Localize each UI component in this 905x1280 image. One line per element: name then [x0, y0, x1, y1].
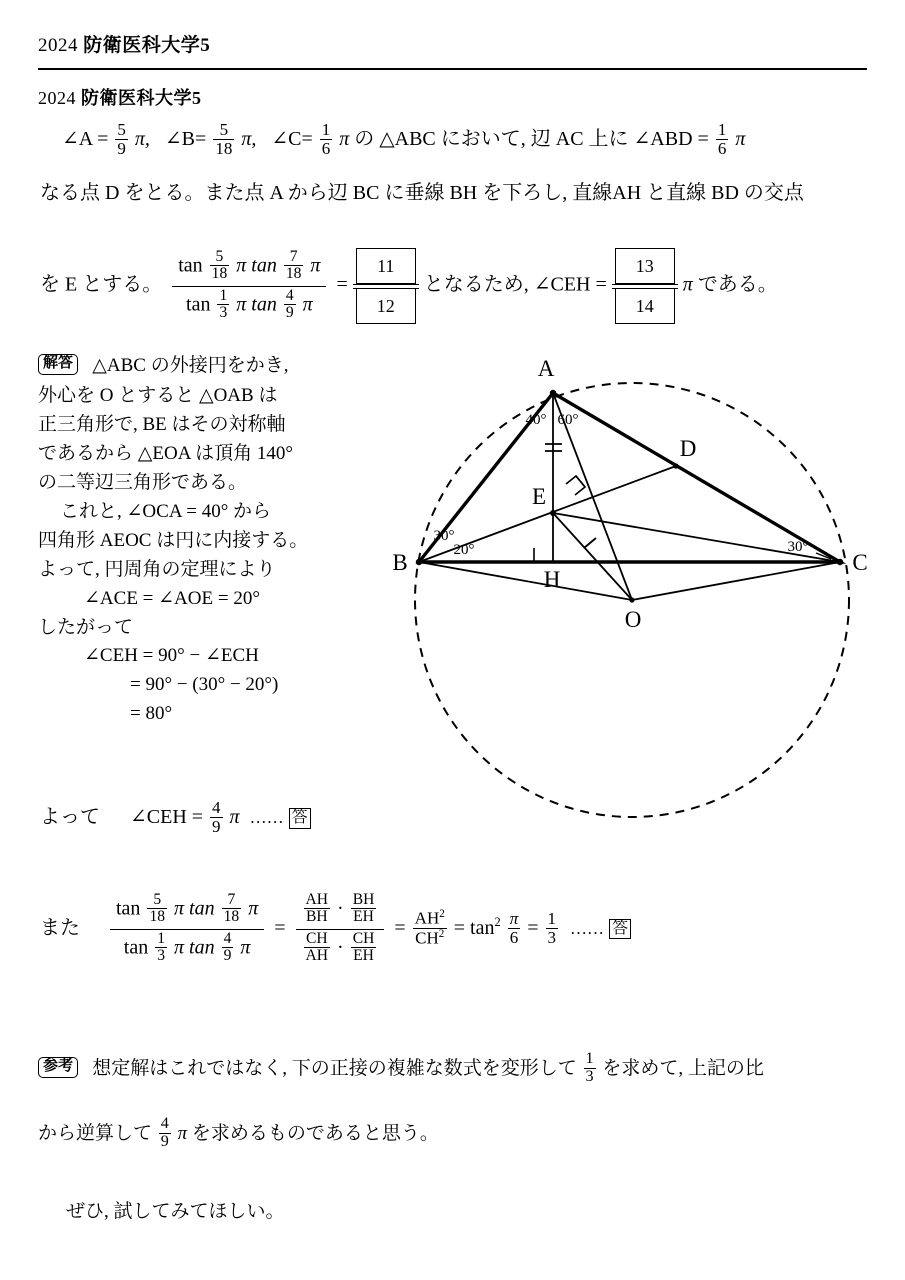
conclusion-pi: π [229, 805, 240, 828]
header-year: 2024 [38, 35, 78, 56]
also-segment-ratio [296, 893, 385, 965]
segment-eo [553, 513, 632, 600]
reference-four-ninths-num: 4 [160, 1114, 169, 1132]
label-point-o: O [624, 607, 642, 632]
pi-over-6-fraction [508, 910, 521, 947]
ratio-ah-bh-den: BH [304, 908, 331, 925]
also-equals-1: = [274, 916, 286, 939]
vertex-dot-o [629, 597, 634, 602]
label-point-e: E [531, 484, 547, 509]
angle-label-b-lower: 20° [453, 542, 475, 558]
angle-a-numerator: 5 [117, 120, 126, 139]
reference-line-1 [38, 1052, 870, 1087]
right-angle-marker-bd-2 [575, 476, 585, 495]
answer-box-13[interactable]: 13 [615, 248, 675, 284]
solution-line-5: これと, ∠OCA = 40° から [60, 500, 272, 522]
result-denominator: 3 [547, 927, 556, 947]
angle-label-a-right: 60° [557, 412, 579, 428]
reference-line-2 [38, 1114, 870, 1152]
problem-line-3-tail: である。 [697, 273, 778, 296]
answer-box-12[interactable]: 12 [356, 288, 416, 324]
also-tan-exponent: 2 [494, 915, 501, 930]
ratio-ah-bh [304, 892, 331, 926]
also-equals-3: = [453, 916, 466, 939]
also-lead: また [40, 916, 80, 939]
ah2-numerator [413, 909, 447, 928]
solution-line-4: の二等辺三角形である。 [38, 471, 248, 493]
angle-label-a-left: 40° [525, 412, 547, 428]
section-title [38, 84, 202, 110]
also-num-left: tan [116, 897, 141, 920]
ratio-bh-eh-num: BH [352, 891, 375, 908]
problem-line-3-mid: となるため, ∠CEH = [423, 273, 607, 296]
reference-block [38, 1052, 870, 1182]
label-point-a: A [537, 356, 555, 381]
angle-abd-denominator: 6 [717, 138, 727, 158]
reference-four-ninths-pi: π [177, 1122, 188, 1144]
also-segment-ratio-denominator [296, 929, 385, 966]
answer-fraction-11-12 [356, 248, 416, 324]
tan-den-f2-den: 9 [285, 303, 294, 321]
solution-line-6: 四角形 AEOC は円に内接する。 [38, 529, 309, 551]
also-num-f2-num: 7 [227, 891, 236, 908]
tan-ratio-denominator [172, 286, 326, 323]
angle-a-label: ∠A = [62, 127, 109, 150]
triangle-abc [419, 393, 840, 562]
angle-b-denominator: 18 [215, 138, 233, 158]
tan-den-frac-2 [284, 288, 296, 322]
angle-c-numerator: 1 [321, 120, 331, 139]
also-tan-squared: tan [470, 916, 495, 939]
ch2-base: CH [415, 928, 439, 948]
label-point-h: H [543, 567, 561, 592]
tan-num-frac-1 [210, 249, 230, 283]
also-num-f1-den: 18 [149, 908, 166, 926]
ah2-exponent: 2 [439, 908, 445, 921]
segment-bo [419, 562, 632, 600]
tan-den-f1-den: 3 [219, 303, 228, 321]
tan-ratio-numerator [172, 247, 326, 286]
angle-c-pi: π [339, 127, 350, 150]
also-den-mid: π tan [174, 936, 215, 959]
also-tan-denominator [110, 929, 264, 966]
also-num-frac-2 [222, 892, 242, 926]
right-angle-marker-bd [566, 476, 585, 487]
solution-line-12: = 80° [130, 703, 173, 725]
ratio-ch-eh-num: CH [352, 929, 375, 947]
tan-den-frac-1 [217, 288, 229, 322]
problem-line-3-lead: を E とする。 [40, 273, 163, 296]
also-segment-ratio-numerator [296, 893, 385, 929]
angle-abd-fraction [716, 121, 729, 158]
reference-line-1-a: 想定解はこれではなく, 下の正接の複雑な数式を変形して [92, 1057, 577, 1079]
solution-line-0-text: △ABC の外接円をかき, [92, 355, 289, 376]
tan-den-end: π [302, 292, 313, 315]
angle-a-denominator: 9 [117, 138, 126, 158]
solution-line-11: = 90° − (30° − 20°) [130, 674, 279, 696]
answer-box-14[interactable]: 14 [615, 288, 675, 324]
angle-b-fraction [213, 121, 234, 158]
tan-den-left: tan [186, 292, 211, 315]
reference-closing-line: ぜひ, 試してみてほしい。 [66, 1201, 285, 1222]
problem-line-1 [62, 122, 745, 159]
solution-line-7: よって, 円周角の定理により [38, 558, 276, 580]
ratio-ch-ah [304, 931, 331, 965]
also-den-left: tan [123, 936, 149, 959]
conclusion-denominator: 9 [212, 816, 221, 836]
problem-line-2: なる点 D をとる。また点 A から辺 BC に垂線 BH を下ろし, 直線AH と直線 BD の交点 [40, 182, 804, 204]
ratio-bh-eh-den: EH [351, 908, 377, 925]
angle-c-denominator: 6 [321, 138, 331, 158]
ah2-ch2-fraction [413, 909, 447, 947]
angle-a-fraction [115, 121, 128, 158]
also-den-f1-num: 1 [157, 929, 166, 947]
angle-c-fraction [320, 121, 333, 158]
also-num-frac-1 [147, 892, 167, 926]
also-num-end: π [248, 897, 259, 920]
ratio-bh-eh [351, 892, 377, 926]
also-den-f2-den: 9 [223, 947, 232, 965]
right-angle-marker-h [534, 548, 553, 562]
tan-ratio-display [172, 247, 326, 322]
answer-pi: π [682, 273, 693, 296]
result-one-third-fraction [546, 910, 559, 947]
tan-num-mid: π tan [236, 254, 277, 277]
answer-fraction-13-14 [615, 248, 675, 324]
pi-over-6-den: 6 [508, 928, 521, 947]
reference-line-2-b: を求めるものであると思う。 [191, 1122, 439, 1144]
solution-line-3: であるから △EOA は頂角 140° [38, 442, 293, 464]
ch2-denominator [413, 928, 447, 948]
also-dot-2: · [337, 936, 344, 959]
also-dot-1: · [337, 897, 344, 920]
problem-line-3 [40, 248, 778, 324]
ch2-exponent: 2 [438, 927, 445, 940]
angle-label-b-upper: 30° [433, 528, 455, 544]
answer-fraction-bar-1 [356, 284, 416, 288]
tan-num-left: tan [178, 254, 203, 277]
angle-b-numerator: 5 [219, 120, 229, 139]
reference-line-1-b: を求めて, 上記の比 [602, 1057, 764, 1079]
ratio-ch-ah-den: AH [305, 947, 329, 965]
solution-line-10: ∠CEH = 90° − ∠ECH [84, 645, 259, 667]
conclusion-fraction [210, 799, 223, 836]
ratio-ch-ah-num: CH [305, 929, 328, 947]
pi-over-6-num: π [509, 908, 519, 928]
ratio-ch-eh-den: EH [351, 947, 377, 964]
angle-abd-numerator: 1 [717, 120, 727, 139]
reference-tag: 参考 [38, 1057, 78, 1078]
vertex-dot-c [837, 559, 843, 565]
vertex-dot-a [550, 390, 556, 396]
result-numerator: 1 [547, 908, 556, 928]
answer-fraction-bar-2 [615, 284, 675, 288]
angle-label-c: 30° [787, 539, 809, 555]
also-den-f2-num: 4 [223, 929, 232, 947]
solution-line-0 [38, 356, 388, 377]
also-num-f1-num: 5 [153, 891, 162, 908]
reference-one-third-num: 1 [585, 1050, 594, 1067]
header-divider [38, 68, 867, 70]
also-num-mid: π tan [174, 897, 215, 920]
tan-num-frac-2 [284, 249, 304, 283]
reference-one-third-fraction [584, 1051, 596, 1086]
tan-den-f1-num: 1 [219, 286, 228, 304]
angle-a-pi: π, [134, 127, 150, 150]
also-den-frac-1 [155, 931, 167, 965]
vertex-dot-e [550, 510, 556, 516]
geometry-diagram-svg [386, 356, 886, 856]
solution-tag: 解答 [38, 354, 78, 375]
also-den-end: π [240, 936, 251, 959]
tick-eo [584, 538, 596, 548]
vertex-dot-b [416, 559, 422, 565]
also-equals-2: = [394, 916, 406, 939]
solution-text-block [38, 356, 388, 733]
answer-box-11[interactable]: 11 [356, 248, 416, 284]
vertex-dot-d [673, 463, 678, 468]
angle-c-label: ∠C= [271, 127, 313, 150]
label-point-b: B [392, 550, 408, 575]
solution-line-9: したがって [38, 616, 134, 638]
tan-num-f1-num: 5 [215, 247, 224, 265]
solution-line-1: 外心を O とすると △OAB は [38, 385, 278, 407]
reference-four-ninths-fraction [159, 1116, 171, 1151]
angle-b-pi: π, [241, 127, 257, 150]
conclusion-answer-mark: 答 [289, 808, 311, 828]
also-den-frac-2 [222, 931, 234, 965]
also-den-f1-den: 3 [157, 947, 166, 965]
section-school: 防衛医科大学5 [81, 88, 202, 108]
conclusion-lead: よって [40, 805, 100, 828]
tan-num-f2-num: 7 [289, 247, 298, 265]
solution-line-8: ∠ACE = ∠AOE = 20° [84, 587, 260, 609]
label-point-c: C [852, 550, 868, 575]
tan-num-f1-den: 18 [211, 265, 228, 283]
conclusion-label: ∠CEH = [130, 805, 204, 828]
angle-b-label: ∠B= [164, 127, 207, 150]
tan-den-mid: π tan [236, 292, 277, 315]
conclusion-dots: …… [249, 807, 284, 827]
tan-num-f2-den: 18 [285, 265, 302, 283]
also-tan-numerator [110, 893, 264, 929]
geometry-diagram [386, 356, 886, 856]
also-derivation-line [40, 893, 631, 965]
tan-num-end: π [310, 254, 321, 277]
ah2-base: AH [414, 908, 440, 928]
header-school: 防衛医科大学5 [83, 35, 211, 56]
reference-four-ninths-den: 9 [160, 1132, 169, 1150]
equals-sign-1: = [336, 273, 348, 296]
also-tan-ratio [110, 893, 264, 965]
tan-den-f2-num: 4 [285, 286, 294, 304]
page-header-title [38, 30, 210, 57]
conclusion-numerator: 4 [212, 798, 221, 817]
reference-one-third-den: 3 [585, 1067, 594, 1085]
ratio-ah-bh-num: AH [305, 891, 329, 908]
problem-line-1-tail: の △ABC において, 辺 AC 上に ∠ABD = [354, 127, 709, 150]
segment-oc [632, 562, 840, 600]
ratio-ch-eh [351, 931, 377, 965]
solution-line-2: 正三角形で, BE はその対称軸 [38, 413, 286, 435]
reference-line-2-a: から逆算して [38, 1122, 153, 1144]
also-equals-4: = [527, 916, 539, 939]
section-year: 2024 [38, 88, 76, 108]
angle-abd-pi: π [735, 127, 746, 150]
label-point-d: D [679, 436, 697, 461]
also-num-f2-den: 18 [223, 908, 240, 926]
also-dots: …… [570, 918, 604, 938]
also-answer-mark: 答 [609, 919, 631, 939]
solution-conclusion [40, 800, 311, 837]
